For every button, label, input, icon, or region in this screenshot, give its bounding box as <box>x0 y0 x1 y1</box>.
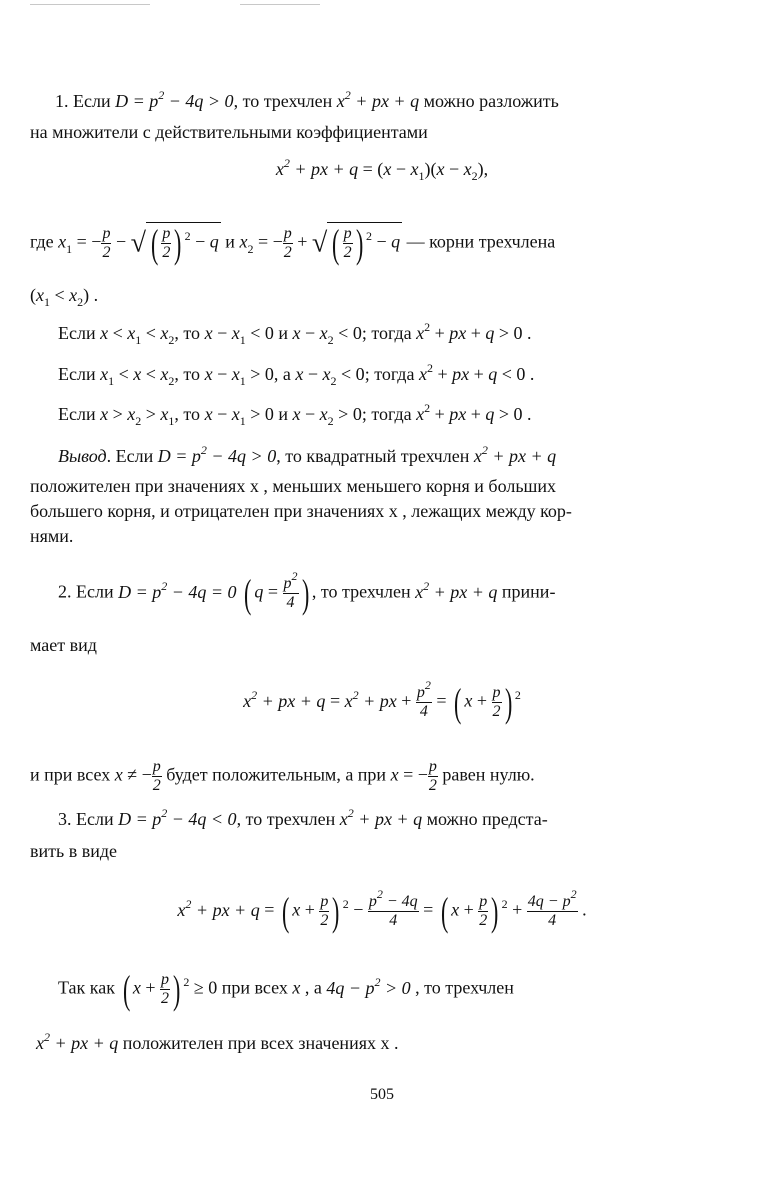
conclusion-line4: нями. <box>30 526 74 546</box>
p2-formula: $x^2$ + px + $q = x^2$ + px + $\frac{p^2}{4}$ = ( x + $\frac{p}{2}$ ) $^2$ <box>243 678 521 725</box>
conclusion-line3: большего корня, и отрицателен при значениях x , лежащих между кор- <box>30 501 572 521</box>
p1-roots-line: где $x_1$ = − $\frac{p}{2}$ − √ ( $\frac{p}{2}$ ) $^2$ − q и $x_2$ = − $\frac{p}{2}$ + √ ( $\frac{p}{2}$ ) $^2$ − q — корни трехчлена <box>30 220 556 266</box>
p2-line1: 2. Если $D = p^2 - 4q = 0$ ( q = $\frac{p^2}{4}$ ) , то трехчлен $x^2$ + px + q прини- <box>58 569 556 616</box>
conclusion-line1: Вывод. Если $D = p^2 - 4q > 0$, то квадратный трехчлен $x^2$ + px + q <box>58 443 557 466</box>
p2-line2: мает вид <box>30 635 97 655</box>
p1-factorization-formula: $x^2$ + px + $q = (x - x_1)(x - x_2)$, <box>275 156 489 183</box>
p3-formula: $x^2$ + px + q = ( x + $\frac{p}{2}$ ) $^2$ − $\frac{p^2 - 4q}{4}$ = ( x + $\frac{p}{2}$ ) $^2$ + $\frac{4q - p^2}{4}$ . <box>177 887 587 934</box>
p1-line2: на множители с действительными коэффициентами <box>30 122 428 142</box>
scan-artifact-line <box>30 4 150 5</box>
p1-line1: 1. Если $D = p^2 - 4q > 0$, то трехчлен $x^2$ + px + q можно разложить <box>55 88 559 111</box>
p2-line3: и при всех x ≠ − $\frac{p}{2}$ будет положительным, а при x = − $\frac{p}{2}$ равен нулю. <box>30 758 535 794</box>
case-1: Если $x < x_1 < x_2$, то $x - x_1 < 0$ и $x - x_2 < 0$; тогда $x^2$ + px + q > 0 . <box>58 320 532 347</box>
page-number: 505 <box>370 1086 394 1103</box>
p1-root-order: $(x_1 < x_2)$ . <box>30 285 99 309</box>
p3-line4: $x^2$ + px + q положителен при всех значениях x . <box>36 1030 399 1053</box>
p3-line1: 3. Если $D = p^2 - 4q < 0$, то трехчлен $x^2$ + px + q можно предста- <box>58 806 548 829</box>
p1-condition: $D = p^2 - 4q > 0$ <box>115 88 234 111</box>
case-2: Если $x_1 < x < x_2$, то $x - x_1 > 0$, а $x - x_2 < 0$; тогда $x^2$ + px + q < 0 . <box>58 361 535 388</box>
p1-poly: $x^2$ + px + q <box>336 88 420 111</box>
scan-artifact-line <box>240 4 320 5</box>
case-3: Если $x > x_2 > x_1$, то $x - x_1 > 0$ и $x - x_2 > 0$; тогда $x^2$ + px + q > 0 . <box>58 401 532 428</box>
p3-line3: Так как ( x + $\frac{p}{2}$ ) $^2$ ≥ 0 при всех x , а $4q - p^2 > 0$ , то трехчлен <box>58 966 514 1012</box>
conclusion-line2: положителен при значениях x , меньших меньшего корня и больших <box>30 476 557 496</box>
p3-line2: вить в виде <box>30 841 117 861</box>
